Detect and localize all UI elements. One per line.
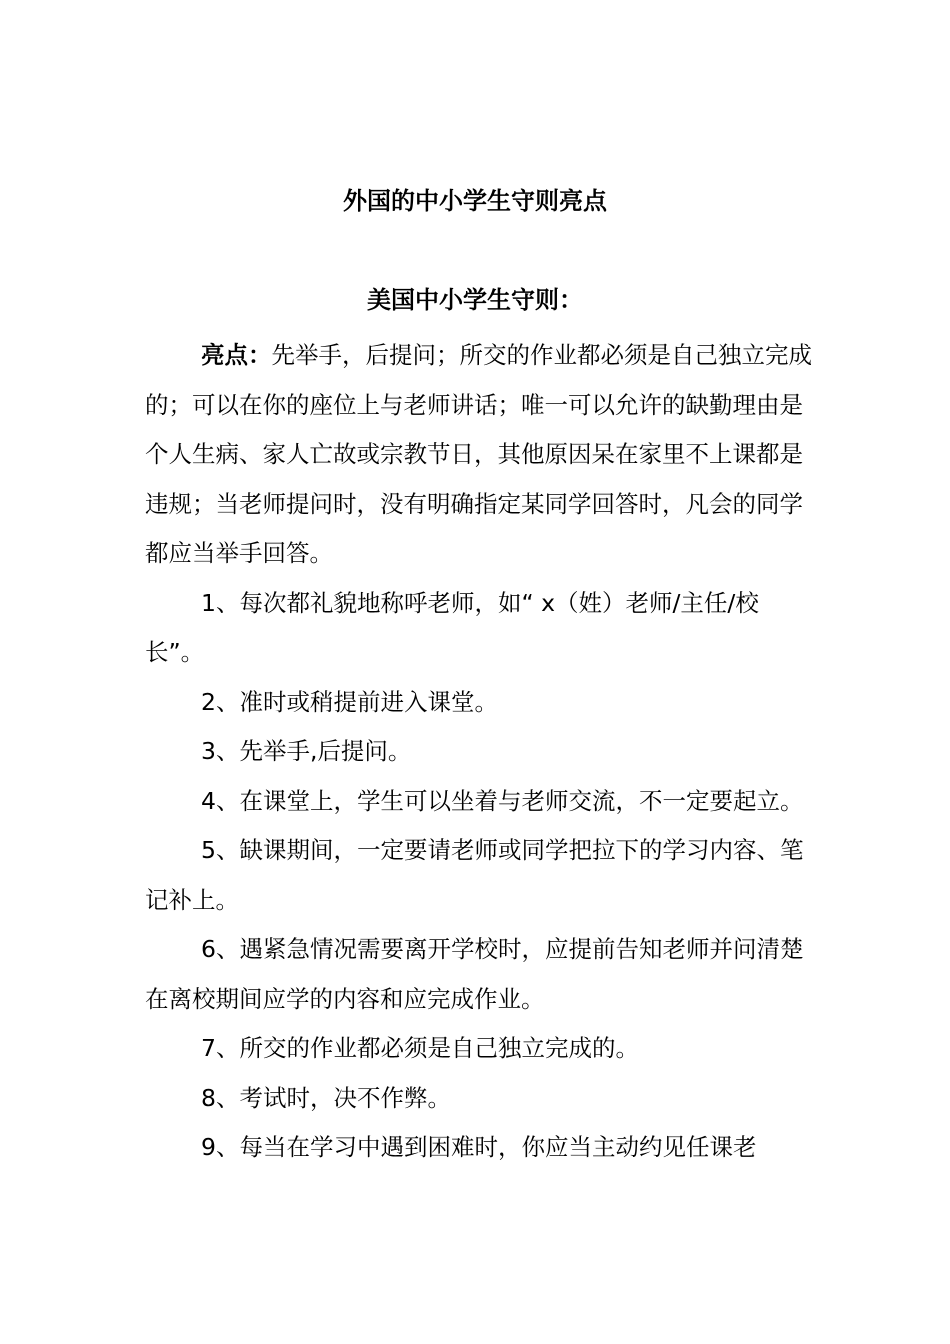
rule-item: 7、所交的作业都必须是自己独立完成的。 — [201, 1034, 639, 1062]
rule-item: 4、在课堂上，学生可以坐着与老师交流，不一定要起立。 — [201, 786, 804, 815]
highlight-text: 先举手，后提问；所交的作业都必须是自己独立完成的；可以在你的座位上与老师讲话；唯一可以允许的缺勤理由是个人生病、家人亡故或宗教节日，其他原因呆在家里不上课都是违规；当老师提问时，没有明确指定某同学回答时，凡会的同学都应当举手回答。 — [145, 341, 812, 567]
rule-item: 8、考试时，决不作弊。 — [201, 1083, 451, 1112]
document-title: 外国的中小学生守则亮点 — [343, 187, 607, 215]
rule-item: 2、准时或稍提前进入课堂。 — [201, 687, 498, 716]
rule-item: 3、先举手,后提问。 — [201, 737, 412, 765]
highlight-label: 亮点： — [201, 341, 272, 369]
rule-item: 6、遇紧急情况需要离开学校时，应提前告知老师并问清楚在离校期间应学的内容和应完成作业。 — [145, 935, 804, 1013]
rule-item: 1、每次都礼貌地称呼老师，如“ x（姓）老师/主任/校长”。 — [145, 588, 759, 666]
highlight-paragraph — [145, 331, 815, 579]
rule-item: 5、缺课期间，一定要请老师或同学把拉下的学习内容、笔记补上。 — [145, 836, 804, 914]
section-title: 美国中小学生守则： — [367, 286, 583, 314]
rule-item: 9、每当在学习中遇到困难时，你应当主动约见任课老 — [201, 1133, 757, 1161]
document-body — [145, 331, 815, 1173]
